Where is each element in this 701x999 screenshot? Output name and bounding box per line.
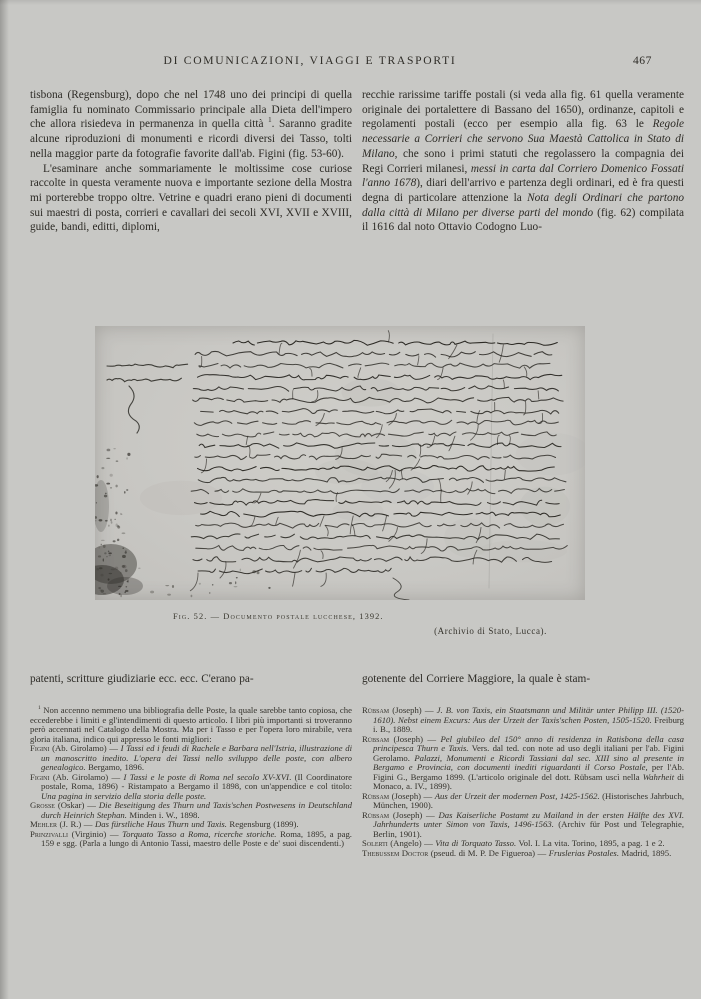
- bibliography-entry: Rübsam (Joseph) — Pel giubileo del 150° anno di residenza in Ratisbona della casa principesca Thurn e Taxis. Vers. dal ted. con note ad uso degli italiani per l'ab. Figini Gerolamo. Palazzi, Monumenti e Ricordi Tassiani dal sec. XIII sino al presente in Bergamo e Provincia, con documenti inediti riguardanti il Corso Postale, per l'Ab. Figini G., Bergamo 1899. (L'articolo originale del dott. Rübsam uscì nella Wahrheit di Monaco, a. IV., 1899).: [362, 733, 685, 791]
- bibliography-entry: Solerti (Angelo) — Vita di Torquato Tasso. Vol. I. La vita. Torino, 1895, a pag. 1 e 2.: [362, 838, 665, 848]
- bibliography-entry: Rübsam (Joseph) — Das Kaiserliche Postamt zu Mailand in der ersten Hälfte des XVI. Jahrhunderts unter Simon von Taxis, 1496-1563. (Archiv für Post und Telegraphie, Berlin, 1901).: [362, 809, 685, 839]
- figure-caption: Fig. 52. — Documento postale lucchese, 1392.: [173, 612, 384, 621]
- bibliography-entry: Mehler (J. R.) — Das fürstliche Haus Thurn und Taxis. Regensburg (1899).: [30, 819, 299, 829]
- paragraph: tisbona (Regensburg), dopo che nel 1748 uno dei principi di quella famiglia fu nominato Commissario principale alla Dieta dell'impero che allora risiedeva in permanenza in quella città $^1$. Saranno gradite alcune riproduzioni di monumenti e ricordi diversi dei Tasso, tolti nella maggior parte da fotografie favorite dall'ab. Figini (fig. 53-60).: [30, 89, 353, 160]
- top-text-columns: [30, 88, 684, 235]
- mid-text-columns: [30, 672, 684, 687]
- paragraph: recchie rarissime tariffe postali (si veda alla fig. 61 quella veramente originale dei portalettere di Bassano del 1650), ordinanze, capitoli e regolamenti postali (ecco per esempio alla fig. 63 le Regole necessarie a Corrieri che servono Sua Maestà Cattolica in Stato di Milano, che sono i primi statuti che regolassero la compagnia dei Regi Corrieri milanesi, messi in carta dal Corriero Domenico Fossati l'anno 1678), diari dell'arrivo e partenza degli ordinari, ed è fra questi degna di particolare attenzione la Nota degli Ordinari che partono dalla città di Milano per diverse parti del mondo (fig. 62) compilata il 1616 dal noto Ottavio Codogno Luo-: [362, 89, 684, 234]
- top-left-column: [30, 88, 352, 235]
- mid-left-line: patenti, scritture giudiziarie ecc. ecc. C'erano pa-: [30, 673, 254, 685]
- bibliography-entry: Rübsam (Joseph) — J. B. von Taxis, ein Staatsmann und Militär unter Philipp III. (1520-1610). Nebst einem Excurs: Aus der Urzeit der Taxis'schen Posten, 1505-1520. Freiburg i. B., 1889.: [362, 705, 684, 734]
- running-title: DI COMUNICAZIONI, VIAGGI E TRASPORTI: [163, 54, 457, 67]
- page-top-shadow: [0, 0, 701, 5]
- bibliography-entry: Figini (Ab. Girolamo) — I Tassi ed i feudi di Rachele e Barbara nell'Istria, illustrazione di un manoscritto inedito. L'opera dei Tassi nello sviluppo delle poste, con albero genealogico. Bergamo, 1896.: [30, 743, 352, 772]
- manuscript-photo: [95, 326, 585, 600]
- page-gutter-shadow: [0, 0, 9, 999]
- bibliography-entry: Thebussem Doctor (pseud. di M. P. De Figueroa) — Fruslerias Postales. Madrid, 1895.: [362, 847, 672, 858]
- page-number: 467: [633, 54, 652, 67]
- footnote-and-bibliography-left: [30, 706, 352, 858]
- bibliography-entry: Figini (Ab. Girolamo) — I Tassi e le poste di Roma nel secolo XV-XVI. (Il Coordinatore postale, Roma, 1896) - Ristampato a Bergamo il 1898, con un'appendice e col titolo: Una pagina in servizio della storia delle poste.: [30, 771, 352, 801]
- figure-credit: (Archivio di Stato, Lucca).: [434, 626, 547, 636]
- bibliography-entry: Prinzivalli (Virginio) — Torquato Tasso a Roma, ricerche storiche. Roma, 1895, a pag. 159 e sgg. (Parla a lungo di Antonio Tassi, maestro delle Poste e de' suoi discendenti.): [30, 828, 352, 848]
- paragraph: L'esaminare anche sommariamente le moltissime cose curiose raccolte in questa veramente nuova e importante sezione della Mostra mi porterebbe troppo oltre. Vetrine e quadri erano pieni di documenti sui maestri di posta, corrieri e cavallari dei secoli XVI, XVII e XVIII, guide, bandi, editti, diplomi,: [30, 162, 352, 234]
- mid-right-line: gotenente del Corriere Maggiore, la quale è stam-: [362, 673, 591, 685]
- bibliography-left: [30, 744, 352, 849]
- top-right-column: [362, 88, 684, 235]
- bottom-text-columns: [30, 706, 684, 858]
- bibliography-entry: Grosse (Oskar) — Die Beseitigung des Thurn und Taxis'schen Postwesens in Deutschland durch Heinrich Stephan. Minden i. W., 1898.: [30, 800, 352, 820]
- bibliography-right: [362, 706, 684, 858]
- bibliography-entry: Rübsam (Joseph) — Aus der Urzeit der modernen Post, 1425-1562. (Historisches Jahrbuch, München, 1900).: [362, 790, 684, 810]
- footnote: $^1$ Non accenno nemmeno una bibliografia delle Poste, la quale sarebbe tanto copiosa, che eccederebbe i limiti e gl'intendimenti di questo articolo. I libri più importanti si troveranno però accennati nel Catalogo della Mostra. Ma per i Tasso e per l'opera loro mirabile, vera gloria italiana, indico qui appresso le fonti migliori:: [30, 705, 352, 744]
- manuscript-handwriting-art: [95, 326, 585, 600]
